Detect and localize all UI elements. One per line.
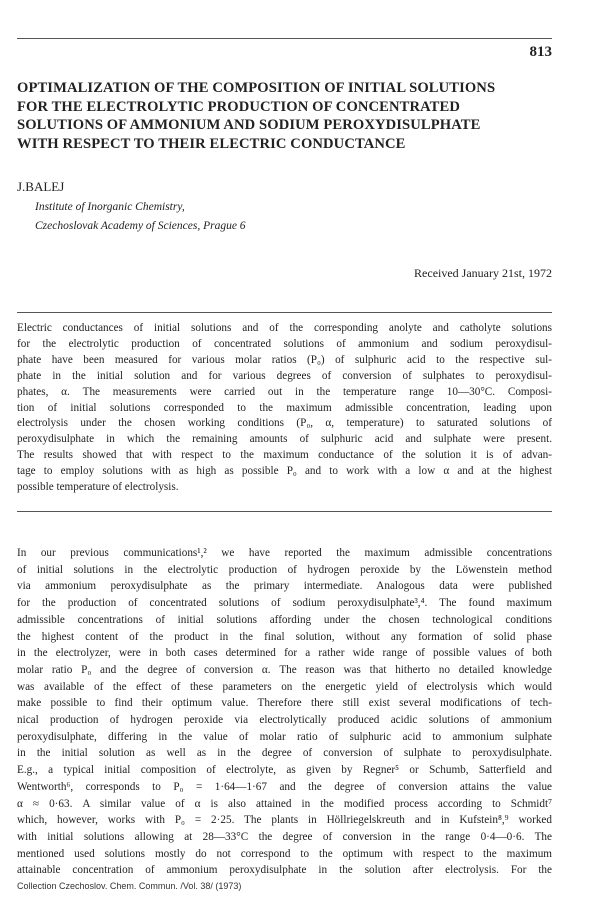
title-line: WITH RESPECT TO THEIR ELECTRIC CONDUCTANCE	[17, 135, 406, 152]
body-line: via ammonium peroxydisulphate as the primary intermediate. Analogous data were published	[17, 580, 552, 593]
received-date: Received January 21st, 1972	[414, 266, 552, 280]
body-line: mentioned used solutions mostly do not correspond to the optimum with respect to the maximum	[17, 847, 552, 860]
abstract-line: electrolysis under the chosen working conditions (P₀, α, temperature) to saturated solutions of	[17, 417, 552, 430]
journal-footer: Collection Czechoslov. Chem. Commun. /Vol. 38/ (1973)	[17, 881, 242, 891]
body-line: nical production of hydrogen peroxide via electrolytically produced acidic solutions of ammonium	[17, 714, 552, 727]
body-line: α ≈ 0·63. A similar value of α is also attained in the modified process according to Schmidt⁷	[17, 797, 552, 810]
body-line: attainable concentration of ammonium peroxydisulphate in the solution after electrolysis. For the	[17, 864, 552, 877]
abstract-line: The results showed that with respect to the maximum conductance of the solution it is of advan-	[17, 449, 552, 462]
body-line: E.g., a typical initial composition of electrolyte, as given by Regner⁵ or Schumb, Satterfield and	[17, 764, 552, 777]
body-line: In our previous communications¹,² we have reported the maximum admissible concentrations	[17, 547, 552, 559]
abstract-bottom-rule	[17, 511, 552, 512]
body-line: with initial solutions allowing at 28—33°C the degree of conversion in the range 0·4—0·6. The	[17, 830, 552, 843]
abstract-line: Electric conductances of initial solutions and of the corresponding anolyte and catholyte solutions	[17, 322, 552, 334]
body-line: which, however, works with P₀ = 2·25. The plants in Höllriegelskreuth and in Kufstein⁸,⁹ worked	[17, 814, 552, 827]
abstract-line: phate in the initial solution and for various degrees of conversion of sulphates to peroxydisul-	[17, 369, 552, 382]
body-line: the highest content of the product in the final solution, without any formation of solid phase	[17, 630, 552, 643]
body-line: admissible concentrations of initial solutions affording under the chosen technological conditions	[17, 613, 552, 626]
affiliation-line: Czechoslovak Academy of Sciences, Prague 6	[35, 220, 246, 232]
body-line: molar ratio P₀ and the degree of conversion α. The reason was that hitherto no detailed knowledge	[17, 663, 552, 676]
body-line: for the production of concentrated solutions of sodium peroxydisulphate³,⁴. The found maximum	[17, 597, 552, 610]
abstract-line: for the electrolytic production of concentrated solutions of ammonium and sodium peroxydisul-	[17, 337, 552, 350]
page-number: 813	[529, 44, 552, 60]
body-text	[17, 545, 552, 879]
body-line: of initial solutions in the electrolytic production of hydrogen peroxide by the Löwenstein method	[17, 563, 552, 576]
abstract-line: possible temperature of electrolysis.	[17, 481, 179, 494]
body-line: peroxydisulphate, differing in the value of molar ratio of sulphuric acid to ammonium sulphate	[17, 730, 552, 743]
body-line: was available of the effect of these parameters on the energetic yield of electrolysis which would	[17, 680, 552, 693]
body-line: make possible to find their optimum value. Therefore there still exist several modifications of tech-	[17, 697, 552, 710]
abstract-line: phate have been measured for various molar ratios (P₀) of sulphuric acid to the respective sul-	[17, 353, 552, 366]
affiliation-line: Institute of Inorganic Chemistry,	[35, 201, 185, 213]
article-title	[17, 79, 557, 153]
body-line: in the initial solution as well as in the degree of conversion of sulphate to peroxydisulphate.	[17, 747, 552, 760]
author: J.BALEJ	[17, 179, 65, 194]
title-line: SOLUTIONS OF AMMONIUM AND SODIUM PEROXYDISULPHATE	[17, 117, 481, 133]
affiliation	[35, 198, 246, 236]
body-line: Wentworth⁶, corresponds to P₀ = 1·64—1·67 and the degree of conversion attains the value	[17, 780, 552, 793]
abstract-top-rule	[17, 312, 552, 313]
abstract-line: phates, α. The measurements were carried out in the temperature range 10—30°C. Composi-	[17, 385, 552, 398]
body-line: in the electrolyzer, were in both cases determined for a rather wide range of possible values of both	[17, 647, 552, 660]
abstract-line: tion of initial solutions corresponded to the maximum admissible concentration, leading upon	[17, 401, 552, 414]
abstract-line: tage to employ solutions with as high as possible P₀ and to work with a low α and at the highest	[17, 465, 552, 478]
title-line: OPTIMALIZATION OF THE COMPOSITION OF INITIAL SOLUTIONS	[17, 80, 496, 96]
abstract-line: peroxydisulphate in which the remaining amounts of sulphuric acid and sulphate were present.	[17, 433, 552, 446]
title-line: FOR THE ELECTROLYTIC PRODUCTION OF CONCENTRATED	[17, 98, 460, 115]
top-rule	[17, 38, 552, 39]
abstract	[17, 321, 552, 496]
